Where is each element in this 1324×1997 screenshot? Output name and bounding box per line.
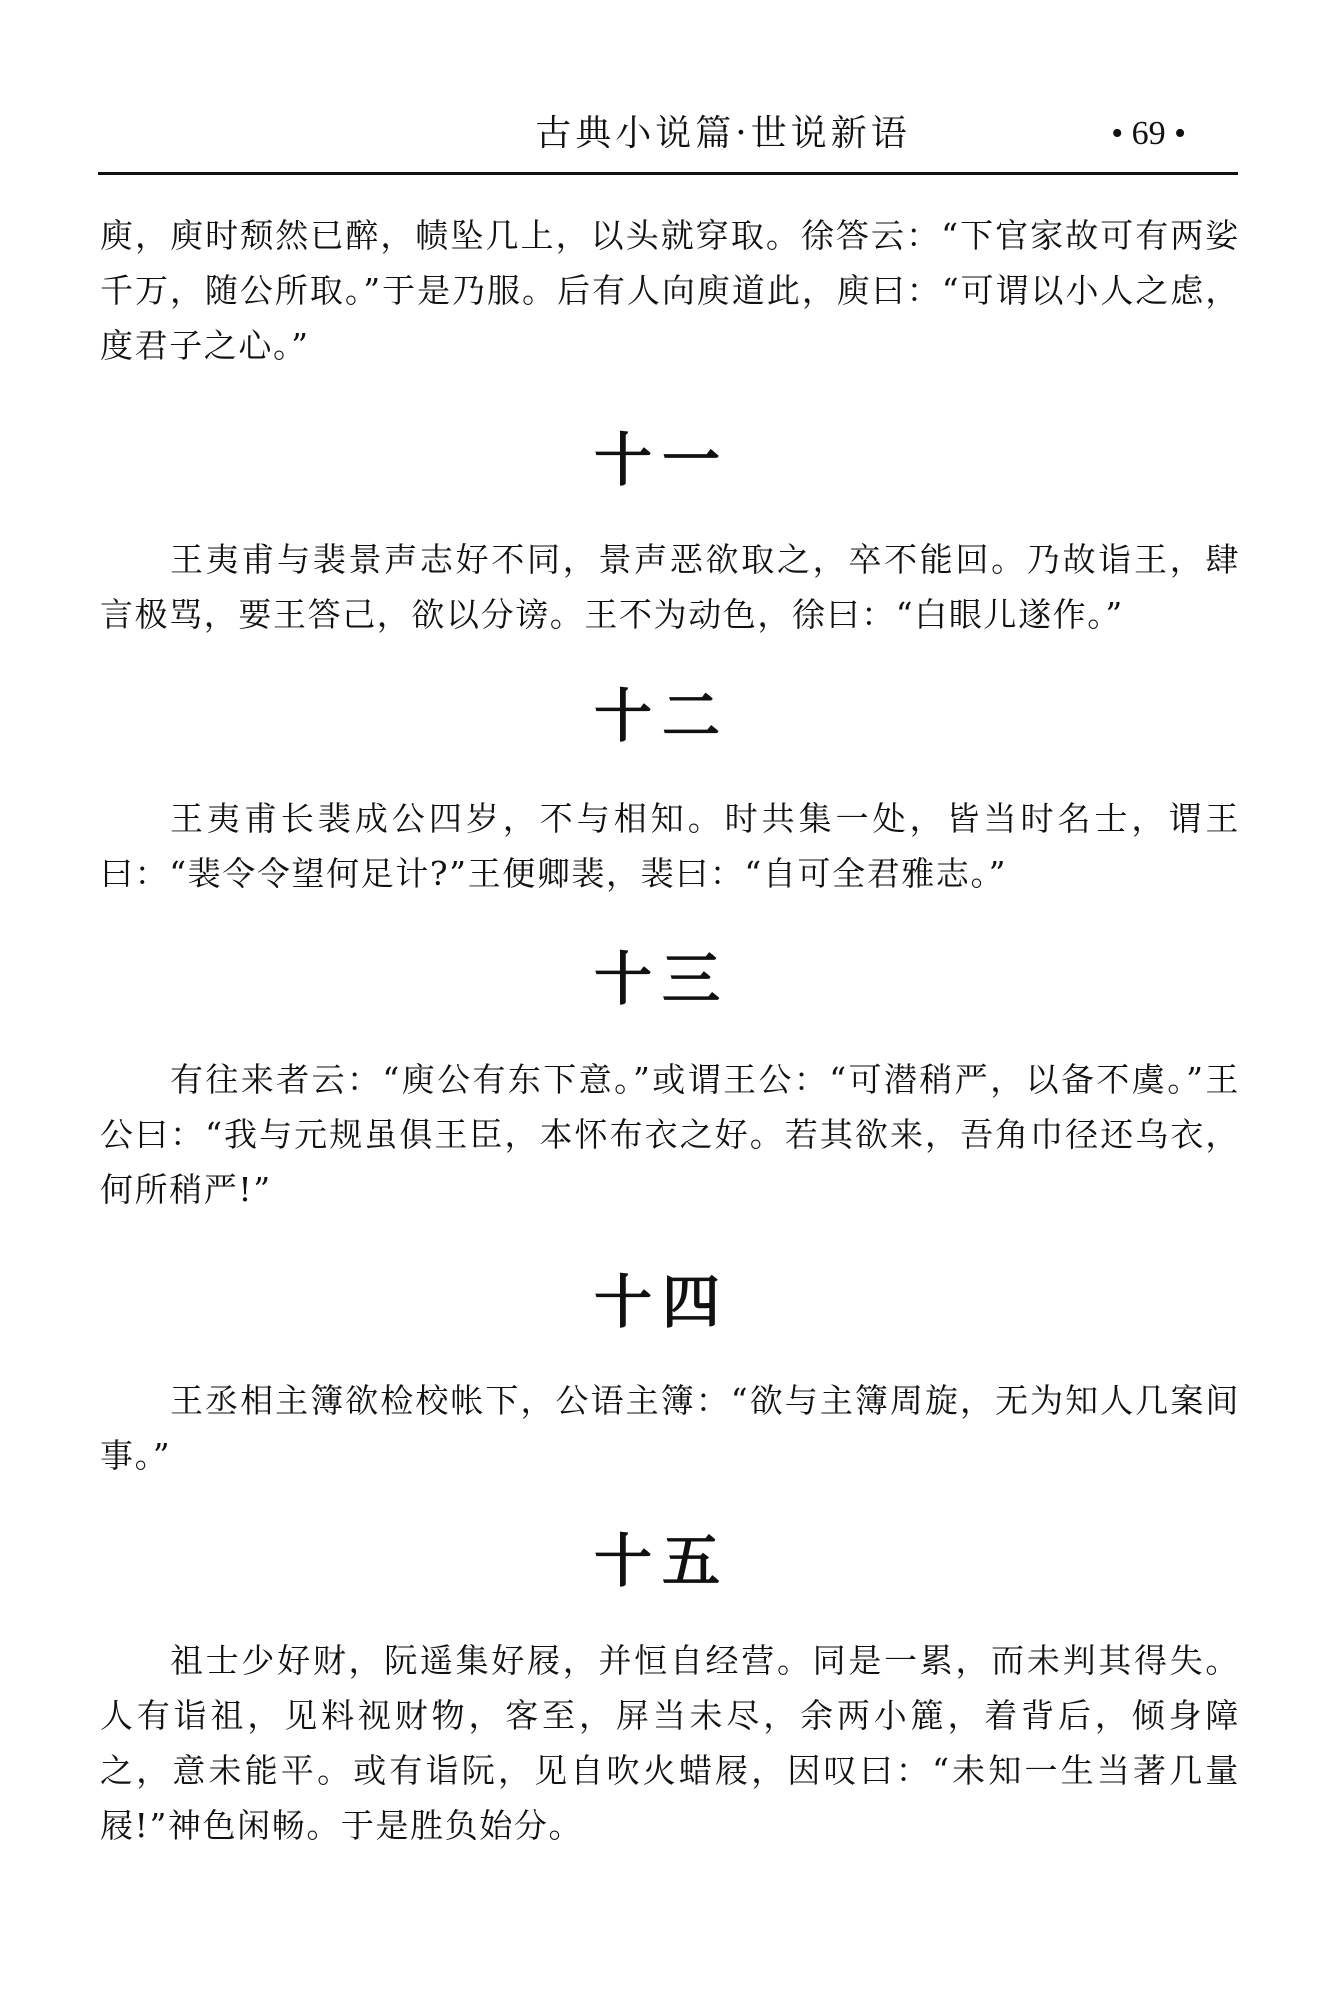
paragraph-section-15: 祖士少好财，阮遥集好屐，并恒自经营。同是一累，而未判其得失。人有诣祖，见料视财物，客至，屏当未尽，余两小簏，着背后，倾身障之，意未能平。或有诣阮，见自吹火蜡屐，因叹曰：“未知一生当著几量屐!”神色闲畅。于是胜负始分。 xyxy=(100,1641,1240,1845)
section-heading-14: 十四 xyxy=(593,1268,730,1336)
section-heading-13: 十三 xyxy=(593,945,730,1013)
paragraph-section-11: 王夷甫与裴景声志好不同，景声恶欲取之，卒不能回。乃故诣王，肆言极骂，要王答己，欲以分谤。王不为动色，徐曰：“白眼儿遂作。” xyxy=(100,540,1240,634)
running-header xyxy=(98,108,1238,175)
section-heading-15: 十五 xyxy=(593,1527,730,1595)
paragraph-continued: 庾，庾时颓然已醉，帻坠几上，以头就穿取。徐答云：“下官家故可有两娑千万，随公所取。”于是乃服。后有人向庾道此，庾曰：“可谓以小人之虑，度君子之心。” xyxy=(100,216,1240,365)
paragraph-section-13: 有往来者云：“庾公有东下意。”或谓王公：“可潜稍严，以备不虞。”王公曰：“我与元规虽俱王臣，本怀布衣之好。若其欲来，吾角巾径还乌衣，何所稍严!” xyxy=(100,1060,1240,1209)
paragraph-section-14: 王丞相主簿欲检校帐下，公语主簿：“欲与主簿周旋，无为知人几案间事。” xyxy=(100,1381,1240,1475)
header-title: 古典小说篇·世说新语 xyxy=(535,113,911,154)
section-heading-11: 十一 xyxy=(593,426,730,494)
paragraph-section-12: 王夷甫长裴成公四岁，不与相知。时共集一处，皆当时名士，谓王曰：“裴令令望何足计?”王便卿裴，裴曰：“自可全君雅志。” xyxy=(100,799,1240,893)
page-number: • 69 • xyxy=(1111,115,1186,152)
section-heading-12: 十二 xyxy=(593,682,730,750)
